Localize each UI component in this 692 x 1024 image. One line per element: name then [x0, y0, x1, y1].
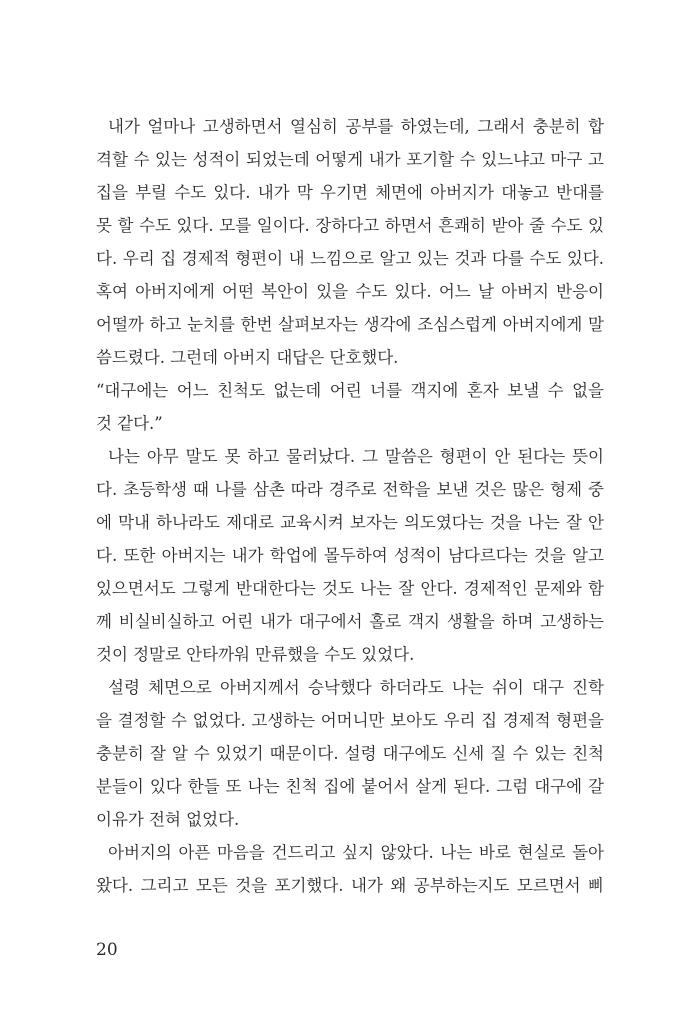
text-line: 내가 얼마나 고생하면서 열심히 공부를 하였는데, 그래서 충분히 합 [108, 117, 604, 136]
text-line: 아버지의 아픈 마음을 건드리고 싶지 않았다. 나는 바로 현실로 돌아 [108, 843, 604, 862]
text-line: 것이 정말로 안타까워 만류했을 수도 있었다. [96, 645, 415, 664]
text-line: 이유가 전혀 없었다. [96, 810, 240, 829]
text-line: 에 막내 하나라도 제대로 교육시켜 보자는 의도였다는 것을 나는 잘 안 [96, 513, 604, 532]
page-number: 20 [96, 940, 118, 960]
text-line: 집을 부릴 수도 있다. 내가 막 우기면 체면에 아버지가 대놓고 반대를 [96, 183, 604, 202]
text-line: 혹여 아버지에게 어떤 복안이 있을 수도 있다. 어느 날 아버지 반응이 [96, 282, 604, 301]
text-line: 어떨까 하고 눈치를 한번 살펴보자는 생각에 조심스럽게 아버지에게 말 [96, 315, 604, 334]
text-line: 분들이 있다 한들 또 나는 친척 집에 붙어서 살게 된다. 그럼 대구에 갈 [96, 777, 604, 796]
text-line: 있으면서도 그렇게 반대한다는 것도 나는 잘 안다. 경제적인 문제와 함 [96, 579, 604, 598]
text-line: 다. 또한 아버지는 내가 학업에 몰두하여 성적이 남다르다는 것을 알고 [96, 546, 604, 565]
text-line: 씀드렸다. 그런데 아버지 대답은 단호했다. [96, 348, 399, 367]
text-line: “대구에는 어느 친척도 없는데 어린 너를 객지에 혼자 보낼 수 없을 [96, 381, 604, 400]
text-line: 께 비실비실하고 어린 내가 대구에서 홀로 객지 생활을 하며 고생하는 [96, 612, 604, 631]
text-line: 을 결정할 수 없었다. 고생하는 어머니만 보아도 우리 집 경제적 형편을 [96, 711, 604, 730]
text-line: 충분히 잘 알 수 있었기 때문이다. 설령 대구에도 신세 질 수 있는 친척 [96, 744, 604, 763]
text-line: 설령 체면으로 아버지께서 승낙했다 하더라도 나는 쉬이 대구 진학 [108, 678, 604, 697]
text-line: 격할 수 있는 성적이 되었는데 어떻게 내가 포기할 수 있느냐고 마구 고 [96, 150, 604, 169]
text-line: 나는 아무 말도 못 하고 물러났다. 그 말씀은 형편이 안 된다는 뜻이 [108, 447, 604, 466]
text-line: 다. 우리 집 경제적 형편이 내 느낌으로 알고 있는 것과 다를 수도 있다. [96, 249, 604, 268]
text-line: 왔다. 그리고 모든 것을 포기했다. 내가 왜 공부하는지도 모르면서 삐 [96, 876, 604, 895]
text-line: 것 같다.” [96, 414, 163, 433]
text-line: 다. 초등학생 때 나를 삼촌 따라 경주로 전학을 보낸 것은 많은 형제 중 [96, 480, 604, 499]
text-line: 못 할 수도 있다. 모를 일이다. 장하다고 하면서 흔쾌히 받아 줄 수도 있 [96, 216, 604, 235]
